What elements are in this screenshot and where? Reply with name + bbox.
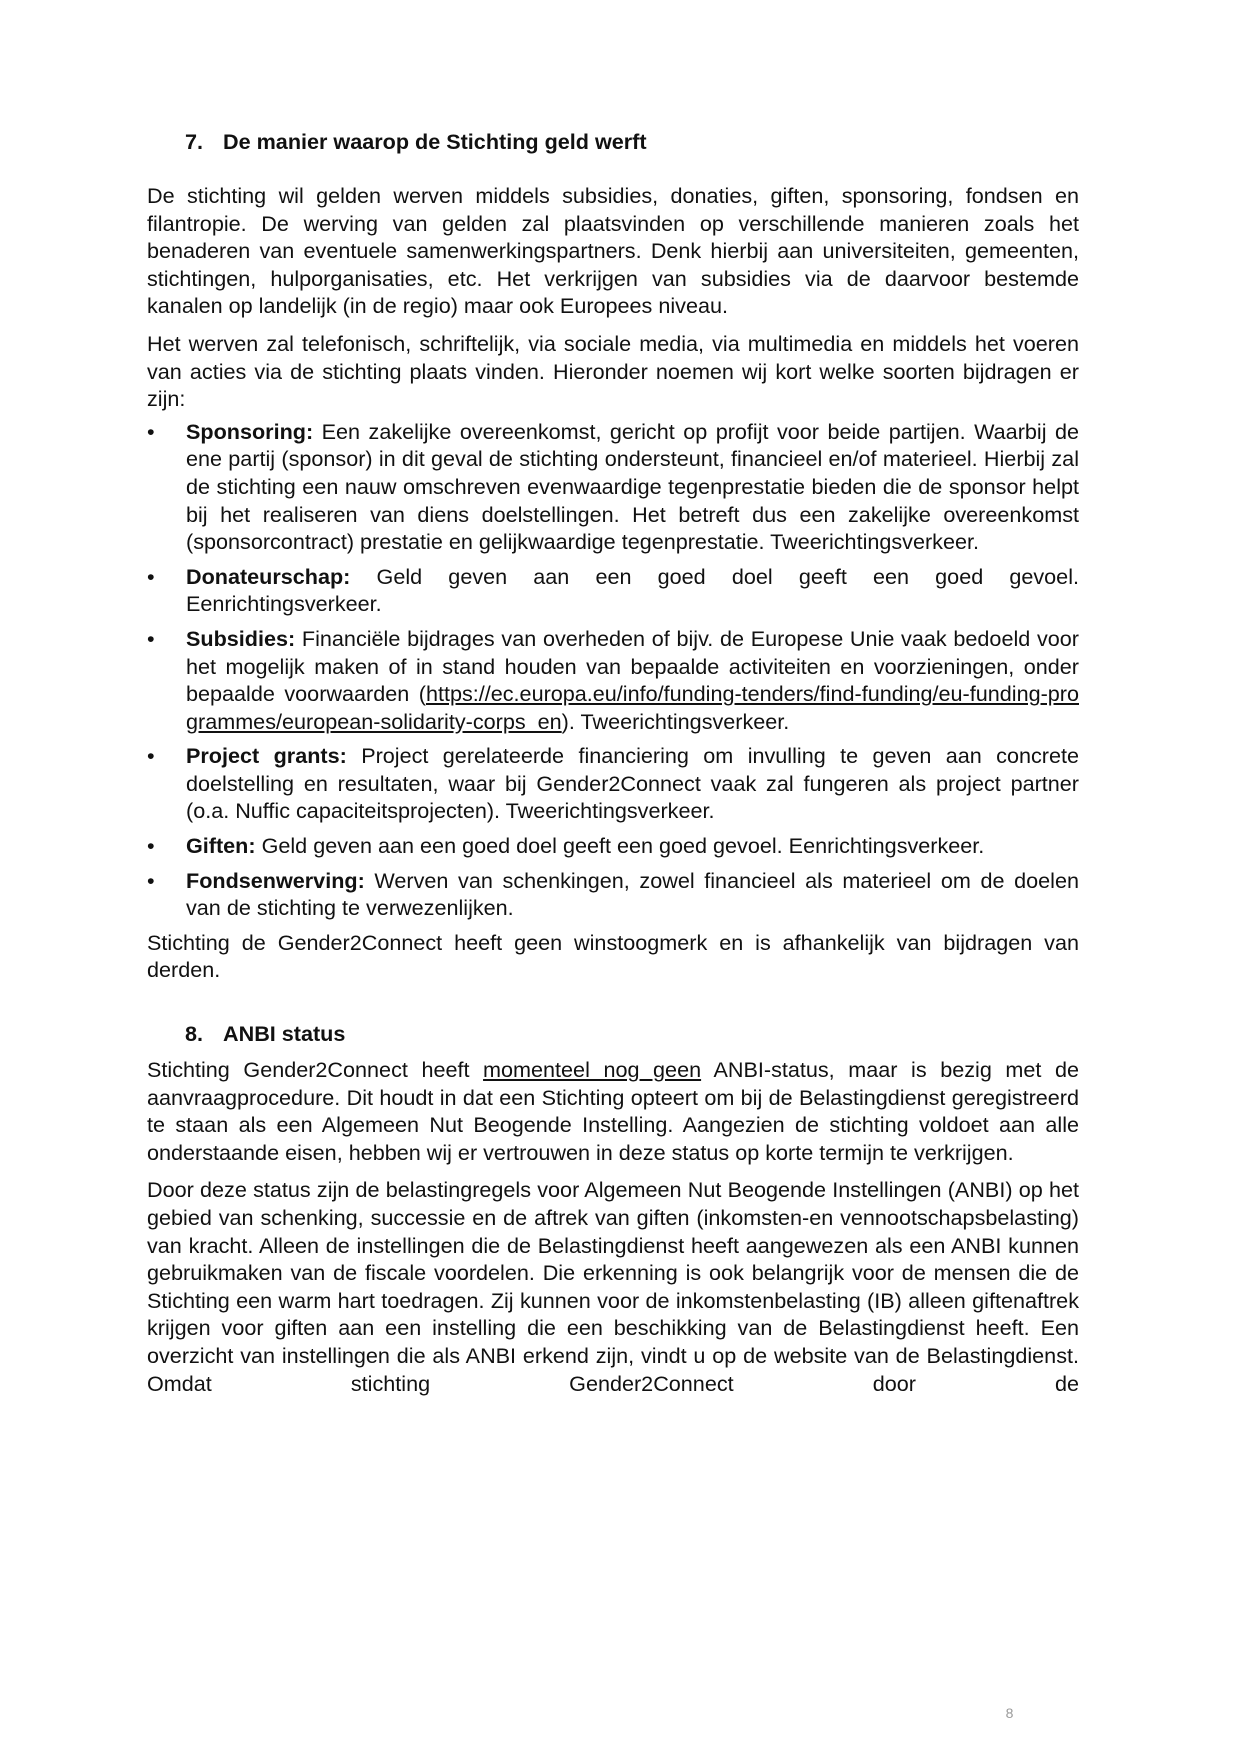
section-7-title: De manier waarop de Stichting geld werft (223, 129, 647, 154)
section-8-paragraph-2: Door deze status zijn de belastingregels voor Algemeen Nut Beogende Instellingen (ANBI) op het gebied van schenking, successie en de aftrek van giften (inkomsten-en vennootschapsbelasting) van kracht. Alleen de instellingen die de Belastingdienst heeft aangewezen als een ANBI kunnen gebruikmaken van de fiscale voordelen. Die erkenning is ook belangrijk voor de mensen die de Stichting een warm hart toedragen. Zij kunnen voor de inkomstenbelasting (IB) alleen giftenaftrek krijgen voor giften aan een instelling die een beschikking van de Belastingdienst heeft. Een overzicht van instellingen die als ANBI erkend zijn, vindt u op de website van de Belastingdienst. Omdat stichting Gender2Connect door de (147, 1177, 1079, 1396)
list-item-fondsenwerving (147, 867, 1079, 922)
list-item-sponsoring (147, 418, 1079, 556)
list-item-donateurschap (147, 563, 1079, 618)
list-item-project-grants (147, 742, 1079, 825)
section-7-heading (147, 128, 1079, 156)
list-item-text: Geld geven aan een goed doel geeft een goed gevoel. Eenrichtingsverkeer. (186, 563, 1079, 617)
list-item-text: Project gerelateerde financiering om invulling te geven aan concrete doelstelling en resultaten, waar bij Gender2Connect vaak zal fungeren als project partner (o.a. Nuffic capaciteitsprojecten). Tweerichtingsverkeer. (186, 743, 1080, 824)
paragraph-text: Stichting Gender2Connect heeft (147, 1057, 484, 1083)
list-item-text: Geld geven aan een goed doel geeft een goed gevoel. Eenrichtingsverkeer. (255, 833, 985, 859)
list-item-text: Werven van schenkingen, zowel financieel als materieel om de doelen van de stichting te verwezenlijken. (186, 867, 1079, 921)
list-item-term: Giften: (186, 833, 256, 859)
list-item-term: Subsidies: (186, 625, 296, 651)
section-8-paragraph-1 (147, 1056, 1079, 1166)
list-item-giften (147, 832, 1079, 860)
section-8-number: 8. (185, 1021, 204, 1047)
section-8-heading (147, 1020, 1079, 1048)
section-7-number: 7. (185, 129, 204, 154)
list-item-term: Sponsoring: (186, 418, 314, 444)
paragraph-text-after: ANBI-status, maar is bezig met de aanvraagprocedure. Dit houdt in dat een Stichting opteert om bij de Belastingdienst geregistreerd te staan als een Algemeen Nut Beogende Instelling. Aangezien de stichting voldoet aan alle onderstaande eisen, hebben wij er vertrouwen in deze status op korte termijn te verkrijgen. (147, 1057, 1079, 1165)
section-8-title: ANBI status (223, 1021, 346, 1047)
section-7-paragraph-3: Stichting de Gender2Connect heeft geen winstoogmerk en is afhankelijk van bijdragen van derden. (147, 929, 1079, 983)
section-7-paragraph-1: De stichting wil gelden werven middels subsidies, donaties, giften, sponsoring, fondsen en filantropie. De werving van gelden zal plaatsvinden op verschillende manieren zoals het benaderen van eventuele samenwerkingspartners. Denk hierbij aan universiteiten, gemeenten, stichtingen, hulporganisaties, etc. Het verkrijgen van subsidies via de daarvoor bestemde kanalen op landelijk (in de regio) maar ook Europees niveau. (147, 183, 1079, 319)
section-7-paragraph-2: Het werven zal telefonisch, schriftelijk, via sociale media, via multimedia en middels het voeren van acties via de stichting plaats vinden. Hieronder noemen wij kort welke soorten bijdragen er zijn: (147, 330, 1079, 412)
list-item-text-after: ). Tweerichtingsverkeer. (561, 708, 790, 734)
list-item-term: Project grants: (186, 743, 347, 769)
page-number: 8 (1005, 1705, 1014, 1721)
page-content (147, 128, 1079, 1397)
eu-funding-link[interactable]: https://ec.europa.eu/info/funding-tenders/find-funding/eu-funding-programmes/european-solidarity-corps_en (186, 681, 1079, 734)
underlined-text: momenteel nog geen (483, 1057, 702, 1083)
contribution-types-list (147, 418, 1079, 922)
list-item-text: Financiële bijdrages van overheden of bijv. de Europese Unie vaak bedoeld voor het mogelijk maken of in stand houden van bepaalde activiteiten en voorzieningen, onder bepaalde voorwaarden ( (186, 625, 1079, 707)
list-item-text: Een zakelijke overeenkomst, gericht op profijt voor beide partijen. Waarbij de ene partij (sponsor) in dit geval de stichting ondersteunt, financieel en/of materieel. Hierbij zal de stichting een nauw omschreven evenwaardige tegenprestatie bieden die de sponsor helpt bij het realiseren van diens doelstellingen. Het betreft dus een zakelijke overeenkomst (sponsorcontract) prestatie en gelijkwaardige tegenprestatie. Tweerichtingsverkeer. (186, 418, 1079, 555)
list-item-term: Donateurschap: (186, 563, 351, 589)
list-item-subsidies (147, 625, 1079, 735)
list-item-term: Fondsenwerving: (186, 867, 365, 893)
